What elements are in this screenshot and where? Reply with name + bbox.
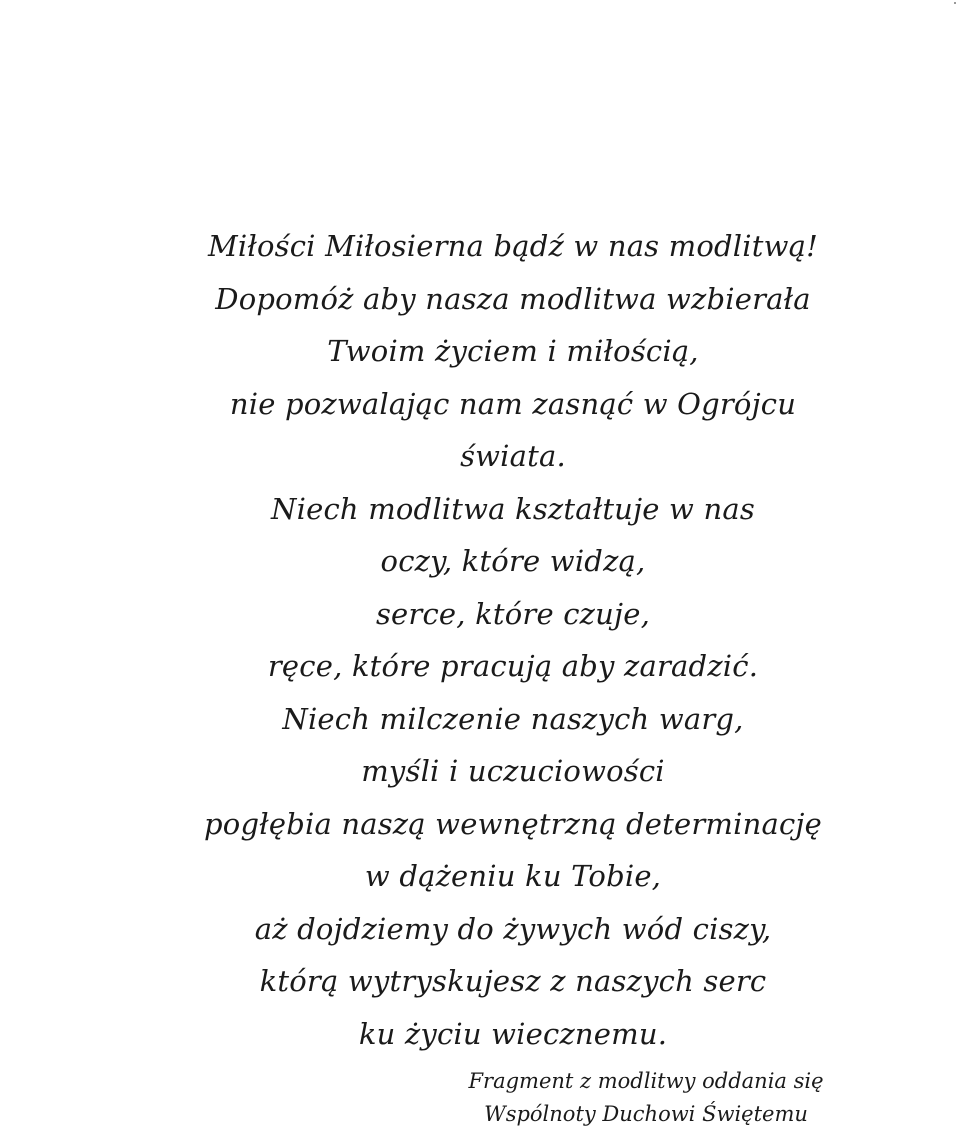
source-attribution bbox=[0, 1065, 960, 1131]
poem-line: oczy, które widzą, bbox=[380, 544, 646, 578]
poem-line: ku życiu wiecznemu. bbox=[358, 1016, 668, 1051]
poem-line: Miłości Miłosierna bądź w nas modlitwą! bbox=[208, 229, 818, 263]
poem-line: Twoim życiem i miłością, bbox=[327, 334, 699, 368]
poem-line: Niech modlitwa kształtuje w nas bbox=[271, 491, 755, 526]
poem-line: myśli i uczuciowości bbox=[361, 754, 665, 788]
poem-line: serce, które czuje, bbox=[375, 596, 651, 631]
poem-line: którą wytryskujesz z naszych serc bbox=[259, 964, 767, 998]
poem-line: nie pozwalając nam zasnąć w Ogrójcu bbox=[229, 386, 797, 421]
poem-line: ręce, które pracują aby zaradzić. bbox=[267, 649, 759, 683]
source-line-2: Wspólnoty Duchowi Świętemu bbox=[484, 1102, 808, 1126]
poem-line: świata. bbox=[460, 439, 566, 473]
poem-line: pogłębia naszą wewnętrzną determinację bbox=[204, 806, 822, 841]
poem-line: Dopomóż aby nasza modlitwa wzbierała bbox=[215, 281, 811, 316]
prayer-text bbox=[0, 220, 960, 1060]
poem-line: Niech milczenie naszych warg, bbox=[282, 701, 744, 736]
source-line-1: Fragment z modlitwy oddania się bbox=[468, 1069, 824, 1093]
corner-dot bbox=[954, 2, 956, 4]
poem-line: aż dojdziemy do żywych wód ciszy, bbox=[254, 911, 772, 946]
poem-line: w dążeniu ku Tobie, bbox=[364, 859, 662, 893]
